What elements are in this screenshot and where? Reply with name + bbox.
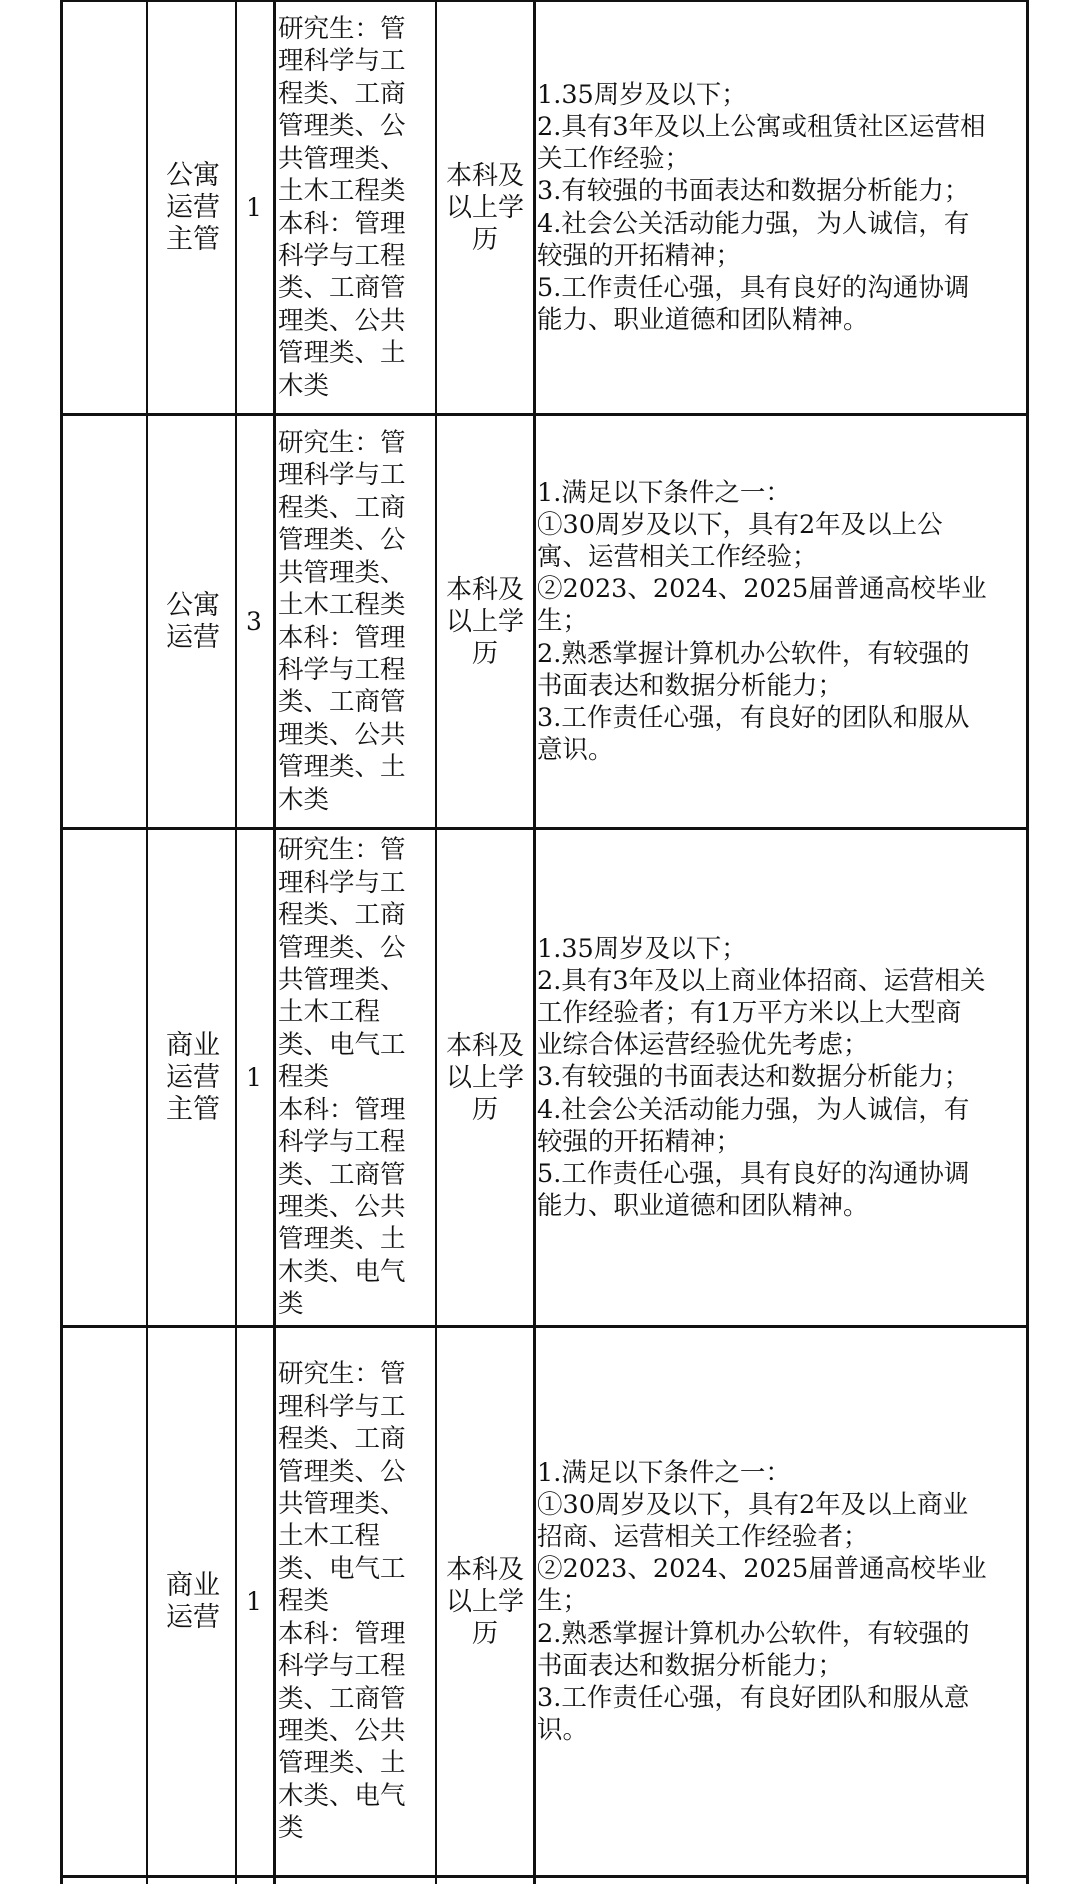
table-row xyxy=(150,1328,236,1875)
position-cell: 商业 运营 xyxy=(166,1569,220,1633)
headcount-cell: 1 xyxy=(246,1586,262,1616)
column-border xyxy=(60,0,63,1884)
major-cell-wrap xyxy=(278,830,434,1325)
column-border xyxy=(146,0,148,1884)
requirements-cell: 1.满足以下条件之一： ①30周岁及以下，具有2年及以上公 寓、运营相关工作经验； ②2023、2024、2025届普通高校毕业 生； 2.熟悉掌握计算机办公软件，有较强的 书面表达和数据分析能力； 3.工作责任心强，有良好的团队和服从 意识。 xyxy=(537,477,987,766)
position-cell: 商业 运营 主管 xyxy=(166,1029,220,1125)
major-cell-wrap xyxy=(278,1328,434,1875)
table-row xyxy=(150,2,236,413)
major-cell-wrap xyxy=(278,2,434,413)
headcount-cell-wrap xyxy=(238,830,270,1325)
requirements-cell: 1.35周岁及以下； 2.具有3年及以上商业体招商、运营相关 工作经验者；有1万平方米以上大型商 业综合体运营经验优先考虑； 3.有较强的书面表达和数据分析能力； 4.社会公关活动能力强，为人诚信，有 较强的开拓精神； 5.工作责任心强，具有良好的沟通协调 能力、职业道德和团队精神。 xyxy=(537,933,986,1222)
column-border xyxy=(435,0,437,1884)
education-cell: 本科及 以上学 历 xyxy=(445,1030,524,1125)
column-border xyxy=(533,0,536,1884)
column-border xyxy=(273,0,276,1884)
table-row xyxy=(150,416,236,827)
requirements-cell-wrap xyxy=(537,416,1029,827)
headcount-cell: 3 xyxy=(246,606,262,636)
requirements-cell-wrap xyxy=(537,830,1029,1325)
requirements-cell: 1.35周岁及以下； 2.具有3年及以上公寓或租赁社区运营相 关工作经验； 3.有较强的书面表达和数据分析能力； 4.社会公关活动能力强，为人诚信，有 较强的开拓精神； 5.工作责任心强，具有良好的沟通协调 能力、职业道德和团队精神。 xyxy=(537,79,986,336)
headcount-cell-wrap xyxy=(238,2,270,413)
row-border xyxy=(60,1875,1028,1878)
major-cell: 研究生：管 理科学与工 程类、工商 管理类、公 共管理类、 土木工程类 本科：管理 科学与工程 类、工商管 理类、公共 管理类、土 木类 xyxy=(278,14,406,401)
table-row xyxy=(150,830,236,1325)
education-cell-wrap xyxy=(438,2,532,413)
major-cell: 研究生：管 理科学与工 程类、工商 管理类、公 共管理类、 土木工程 类、电气工 程类 本科：管理 科学与工程 类、工商管 理类、公共 管理类、土 木类、电气 类 xyxy=(278,1359,406,1844)
headcount-cell: 1 xyxy=(246,192,262,222)
requirements-cell-wrap xyxy=(537,2,1029,413)
education-cell: 本科及 以上学 历 xyxy=(445,574,524,669)
headcount-cell: 1 xyxy=(246,1062,262,1092)
major-cell: 研究生：管 理科学与工 程类、工商 管理类、公 共管理类、 土木工程类 本科：管理 科学与工程 类、工商管 理类、公共 管理类、土 木类 xyxy=(278,428,406,815)
education-cell-wrap xyxy=(438,830,532,1325)
position-cell: 公寓 运营 主管 xyxy=(166,159,220,255)
education-cell: 本科及 以上学 历 xyxy=(445,1554,524,1649)
headcount-cell-wrap xyxy=(238,1328,270,1875)
major-cell: 研究生：管 理科学与工 程类、工商 管理类、公 共管理类、 土木工程 类、电气工 程类 本科：管理 科学与工程 类、工商管 理类、公共 管理类、土 木类、电气 类 xyxy=(278,835,406,1320)
education-cell-wrap xyxy=(438,416,532,827)
major-cell-wrap xyxy=(278,416,434,827)
education-cell: 本科及 以上学 历 xyxy=(445,160,524,255)
headcount-cell-wrap xyxy=(238,416,270,827)
requirements-cell-wrap xyxy=(537,1328,1029,1875)
requirements-cell: 1.满足以下条件之一： ①30周岁及以下，具有2年及以上商业 招商、运营相关工作经验者； ②2023、2024、2025届普通高校毕业 生； 2.熟悉掌握计算机办公软件，有较强的 书面表达和数据分析能力； 3.工作责任心强，有良好团队和服从意 识。 xyxy=(537,1457,987,1746)
position-cell: 公寓 运营 xyxy=(166,589,220,653)
education-cell-wrap xyxy=(438,1328,532,1875)
